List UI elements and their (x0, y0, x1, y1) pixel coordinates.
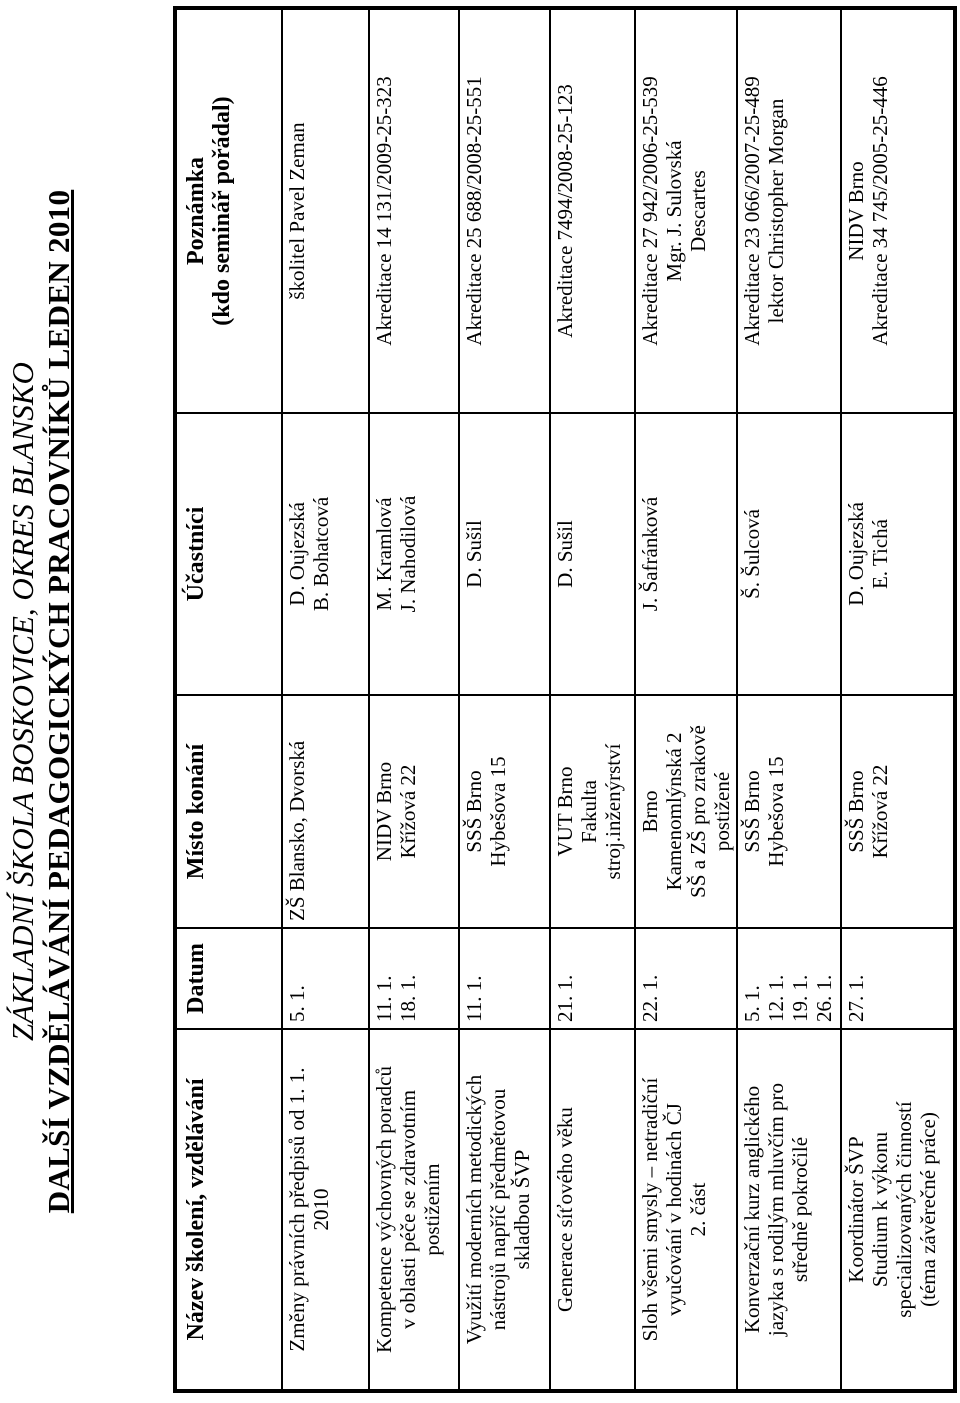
cell-line: Křížová 22 (868, 764, 893, 859)
cell-line: 22. 1. (638, 974, 663, 1022)
cell-note (282, 8, 369, 413)
cell-line: ZŠ Blansko, Dvorská (285, 740, 309, 921)
column-header-name (175, 1029, 282, 1391)
cell-note (369, 8, 458, 413)
cell-place (282, 695, 369, 928)
cell-line: Descartes (686, 170, 711, 252)
cell-place (841, 695, 955, 928)
table-header-row (175, 8, 282, 1391)
cell-place (635, 695, 737, 928)
cell-line: Využití moderních metodických (461, 1074, 486, 1345)
cell-line: 11. 1. (372, 975, 397, 1022)
cell-line: 27. 1. (844, 974, 869, 1022)
cell-line: Místo konání (183, 743, 209, 880)
cell-line: lektor Christopher Morgan (763, 98, 788, 324)
table-row (369, 8, 458, 1391)
cell-line: jazyka s rodilým mluvčím pro (763, 1082, 788, 1337)
cell-line: Změny právních předpisů od 1. 1. (285, 1067, 309, 1352)
cell-line: specializovaných činností (892, 1101, 917, 1318)
cell-line: Sloh všemi smysly – netradiční (638, 1077, 663, 1342)
cell-line: NIDV Brno (372, 761, 397, 862)
table-row (459, 8, 550, 1391)
cell-line: Poznámka (183, 157, 209, 265)
cell-place (369, 695, 458, 928)
cell-line: Datum (183, 943, 209, 1014)
cell-participants (841, 413, 955, 695)
cell-participants (550, 413, 635, 695)
cell-line: 21. 1. (552, 974, 577, 1022)
cell-line: D. Oujezská (285, 502, 309, 606)
cell-participants (635, 413, 737, 695)
column-header-date (175, 928, 282, 1029)
cell-date (282, 928, 369, 1029)
column-header-note (175, 8, 282, 413)
cell-name (841, 1029, 955, 1391)
cell-name (635, 1029, 737, 1391)
cell-place (459, 695, 550, 928)
cell-line: SSŠ Brno (739, 770, 764, 853)
cell-line: Akreditace 14 131/2009-25-323 (372, 76, 397, 346)
cell-line: 5. 1. (739, 985, 764, 1022)
cell-line: Akreditace 27 942/2006-25-539 (638, 76, 663, 346)
cell-place (550, 695, 635, 928)
column-header-participants (175, 413, 282, 695)
cell-name (550, 1029, 635, 1391)
cell-line: postižením (420, 1163, 445, 1256)
cell-line: Křížová 22 (396, 764, 421, 859)
cell-line: M. Kramlová (372, 497, 397, 611)
cell-line: VUT Brno (552, 766, 577, 857)
cell-line: Š. Šulcová (739, 509, 764, 599)
document-title: DALŠÍ VZDĚLÁVÁNÍ PEDAGOGICKÝCH PRACOVNÍKŮ LEDEN 2010 (41, 189, 76, 1214)
cell-note (459, 8, 550, 413)
cell-date (635, 928, 737, 1029)
cell-line: Kamenomlýnská 2 (662, 732, 687, 891)
cell-line: skladbou ŠVP (509, 1149, 534, 1270)
cell-line: Akreditace 25 688/2008-25-551 (461, 76, 486, 346)
cell-line: 11. 1. (461, 975, 486, 1022)
training-table (173, 6, 957, 1393)
cell-date (737, 928, 842, 1029)
cell-date (459, 928, 550, 1029)
cell-line: Hybešova 15 (485, 756, 510, 867)
cell-line: stroj.inženýrství (600, 743, 625, 880)
cell-name (282, 1029, 369, 1391)
cell-line: 2010 (309, 1188, 333, 1231)
cell-participants (737, 413, 842, 695)
cell-name (369, 1029, 458, 1391)
cell-participants (369, 413, 458, 695)
cell-line: NIDV Brno (844, 161, 869, 261)
column-header-place (175, 695, 282, 928)
cell-line: SŠ a ZŠ pro zrakově (686, 725, 711, 898)
cell-line: Generace síťového věku (552, 1107, 577, 1312)
cell-line: Akreditace 7494/2008-25-123 (552, 84, 577, 338)
cell-participants (282, 413, 369, 695)
cell-line: SSŠ Brno (461, 770, 486, 853)
cell-line: 12. 1. (763, 974, 788, 1022)
cell-note (737, 8, 842, 413)
cell-line: nástrojů napříč předmětovou (485, 1088, 510, 1331)
cell-line: D. Oujezská (844, 502, 869, 606)
cell-line: středně pokročilé (787, 1136, 812, 1283)
cell-line: J. Šafránková (638, 496, 663, 612)
cell-line: Koordinátor ŠVP (844, 1136, 869, 1283)
cell-line: Účastníci (183, 506, 209, 602)
cell-note (635, 8, 737, 413)
cell-line: D. Sušil (461, 520, 486, 588)
cell-line: (kdo seminář pořádal) (209, 96, 235, 326)
cell-line: 18. 1. (396, 974, 421, 1022)
cell-line: Kompetence výchovných poradců (372, 1066, 397, 1353)
cell-place (737, 695, 842, 928)
cell-line: B. Bohatcová (309, 496, 333, 612)
cell-name (737, 1029, 842, 1391)
cell-line: 2. část (686, 1182, 711, 1237)
cell-line: 5. 1. (285, 985, 309, 1022)
cell-line: (téma závěrečné práce) (916, 1112, 941, 1307)
cell-date (369, 928, 458, 1029)
cell-date (550, 928, 635, 1029)
cell-line: D. Sušil (552, 520, 577, 588)
cell-note (550, 8, 635, 413)
cell-name (459, 1029, 550, 1391)
cell-line: SSŠ Brno (844, 770, 869, 853)
cell-line: Studium k výkonu (868, 1131, 893, 1288)
cell-line: Fakulta (576, 780, 601, 843)
cell-line: školitel Pavel Zeman (285, 122, 309, 300)
cell-line: Mgr. J. Sulovská (662, 140, 687, 282)
cell-line: Akreditace 34 745/2005-25-446 (868, 76, 893, 346)
cell-date (841, 928, 955, 1029)
cell-participants (459, 413, 550, 695)
cell-line: J. Nahodilová (396, 495, 421, 613)
cell-line: 19. 1. (787, 974, 812, 1022)
table-row (550, 8, 635, 1391)
table-row (737, 8, 842, 1391)
cell-line: v oblasti péče se zdravotním (396, 1089, 421, 1330)
cell-line: Akreditace 23 066/2007-25-489 (739, 76, 764, 346)
table-row (282, 8, 369, 1391)
cell-line: postižené (710, 771, 735, 852)
cell-line: E. Tichá (868, 519, 893, 590)
cell-line: 26. 1. (811, 974, 836, 1022)
cell-line: Hybešova 15 (763, 756, 788, 867)
cell-line: vyučování v hodinách ČJ (662, 1103, 687, 1316)
table-row (841, 8, 955, 1391)
cell-line: Název školení, vzdělávání (183, 1078, 209, 1341)
table-row (635, 8, 737, 1391)
cell-line: Brno (638, 790, 663, 833)
cell-note (841, 8, 955, 413)
school-name: ZÁKLADNÍ ŠKOLA BOSKOVICE, OKRES BLANSKO (5, 362, 40, 1041)
cell-line: Konverzační kurz anglického (739, 1085, 764, 1334)
